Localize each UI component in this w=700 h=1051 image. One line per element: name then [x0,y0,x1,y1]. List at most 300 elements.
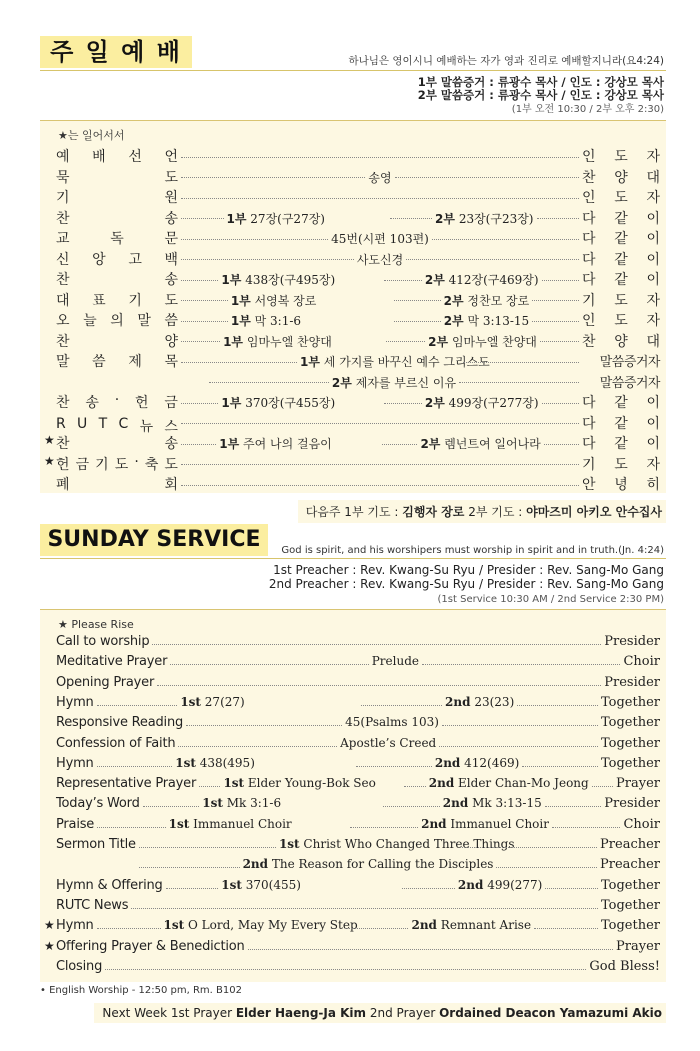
korean-item-role [582,249,660,269]
english-first-text: Christ Who Changed Three Things [303,837,515,851]
leader-dots [181,238,328,240]
english-second-marker: 2nd [434,755,461,770]
spread-char: 묵 [56,169,70,186]
english-second-marker: 2nd [445,694,471,709]
english-first-service-value [278,837,515,851]
leader-dots [361,704,442,706]
leader-dots [384,402,421,404]
leader-dots [404,785,425,787]
english-order-row [56,837,660,857]
korean-first-marker: 1부 [230,293,251,308]
spread-char: 씀 [164,313,178,329]
english-second-service-value [421,817,549,831]
leader-dots [522,765,598,767]
english-item-label: Hymn & Offering [56,877,163,893]
korean-order-row [56,290,660,311]
korean-second-text: 막 3:13-15 [467,314,530,328]
english-second-text: 499(277) [487,877,543,892]
korean-first-service-value [223,333,383,350]
spread-char: 이 [646,395,660,411]
english-order-row [56,796,660,816]
leader-dots [496,866,597,868]
korean-item-role: 말씀증거자 [599,355,660,370]
leader-dots [181,279,218,281]
spread-char: 자 [646,190,660,206]
english-item-role: Presider [604,634,660,649]
spread-char: 폐 [56,477,70,493]
korean-second-marker: 2부 [443,314,464,328]
english-first-text: 438(495) [199,755,255,770]
spread-char: 인 [582,190,596,206]
leader-dots [459,381,579,383]
leader-dots [152,643,601,645]
korean-next-week [298,500,666,523]
english-item-role: Prayer [616,938,660,954]
english-item-label: Opening Prayer [56,674,155,690]
korean-item-center-value: 45번(시편 103편) [331,232,429,246]
english-item-role: Together [600,735,660,751]
spread-char: 기 [128,292,142,309]
spread-char: 대 [646,169,660,186]
spread-char: 다 [582,272,596,288]
spread-char: 같 [614,395,628,411]
spread-char: 다 [582,251,596,268]
korean-item-label [56,290,178,310]
korean-second-text: 제자를 부르신 이유 [355,375,457,390]
leader-dots [382,443,417,445]
korean-item-role [582,331,660,351]
english-first-marker: 1st [221,877,242,892]
korean-first-text: 서영복 장로 [254,293,317,308]
spread-char: 이 [646,210,661,227]
english-order-row [56,756,660,776]
english-first-text: Immanuel Choir [193,816,292,831]
english-item-label: Hymn [56,918,94,934]
leader-dots [442,724,598,726]
leader-dots [350,826,419,828]
english-first-marker: 1st [223,776,245,791]
spread-char: 자 [646,149,660,165]
english-item-label: Hymn [56,694,94,710]
korean-item-role [582,474,660,494]
english-second-marker: 2nd [457,877,484,892]
spread-char: C [118,415,129,432]
spread-char: 도 [614,456,628,473]
english-first-service-value [221,878,399,892]
korean-second-service-value [332,374,456,391]
leader-dots [181,299,228,301]
english-second-marker: 2nd [421,816,447,831]
korean-order-row [56,413,660,434]
english-item-role: Choir [623,654,660,670]
spread-char: 같 [614,415,628,432]
spread-char: · [134,453,139,470]
english-next-prayer-2: Ordained Deacon Yamazumi Akio [439,1006,662,1020]
korean-second-marker: 2부 [428,334,449,349]
spread-char: 도 [614,313,628,329]
korean-item-role [582,269,660,289]
english-first-marker: 1st [202,796,223,811]
english-second-service-value [243,857,494,871]
korean-item-role [582,433,660,453]
english-item-role: Prayer [616,776,660,792]
spread-char: 뉴 [139,418,154,435]
korean-rise-note: ★는 일어서서 [58,129,125,142]
english-item-label: Meditative Prayer [56,654,168,670]
korean-item-role [582,228,660,248]
spread-char: 언 [164,149,178,165]
korean-first-text: 370장(구455장) [245,396,336,410]
leader-dots [517,704,598,706]
spread-char: 송 [85,395,99,411]
korean-second-service-value [444,292,530,309]
leader-dots [181,258,354,260]
leader-dots [97,927,161,929]
english-item-label: Responsive Reading [56,715,184,731]
english-order-row [56,898,660,918]
english-item-role: Together [600,755,660,771]
spread-char: 양 [614,333,628,350]
korean-order-row [56,331,660,352]
spread-char: 기 [56,190,70,206]
korean-first-service-value [221,271,381,288]
english-second-text: Elder Chan-Mo Jeong [458,776,589,791]
spread-char: 찬 [56,436,70,452]
english-next-prefix: Next Week 1st Prayer [102,1006,233,1020]
leader-dots [199,785,220,787]
spread-char: 제 [128,354,142,370]
english-next-mid: 2nd Prayer [369,1006,436,1020]
korean-second-service-value [444,312,529,329]
spread-char: 인 [582,149,596,165]
spread-char: 기 [582,456,596,473]
korean-second-marker: 2부 [424,273,445,287]
spread-char: 찬 [56,395,70,411]
spread-char: 헌 [135,395,149,411]
korean-order-row [56,208,660,229]
spread-char: 안 [582,477,596,493]
korean-second-service-value [420,435,540,452]
leader-dots [356,765,432,767]
spread-char: R [56,415,66,432]
korean-item-role [582,208,660,228]
spread-char: 이 [646,231,661,247]
korean-item-label [56,167,178,187]
korean-title: 주 일 예 배 [40,36,192,68]
spread-char: 문 [164,231,178,247]
english-second-service-value [443,796,542,810]
korean-item-label [56,208,178,228]
leader-dots [181,340,220,342]
english-first-marker: 1st [168,816,190,831]
english-order-row [56,817,660,837]
korean-first-service-value [231,312,391,329]
korean-first-marker: 1부 [221,273,242,287]
english-item-role: Together [600,897,660,913]
english-item-label: Today’s Word [56,796,140,812]
spread-char: 도 [164,292,178,309]
english-order-row [56,715,660,735]
korean-item-role [582,310,660,330]
korean-order-row [56,228,660,249]
leader-dots [384,279,421,281]
english-verse: God is spirit, and his worshipers must worship in spirit and in truth.(Jn. 4:24) [281,545,664,556]
english-second-text: Remnant Arise [440,918,532,933]
spread-char: 도 [614,190,628,206]
leader-dots [186,724,342,726]
spread-char: 대 [646,333,660,350]
english-second-service-value [411,918,531,932]
english-first-text: 27(27) [204,694,245,709]
english-item-label: RUTC News [56,897,129,913]
leader-dots [532,299,579,301]
korean-order-row [56,474,660,495]
leader-dots [131,907,598,909]
spread-char: 송 [164,210,178,227]
korean-item-role [582,392,660,412]
spread-char: 같 [614,210,628,227]
english-item-label: Confession of Faith [56,735,176,751]
spread-char: 이 [646,251,660,268]
korean-item-label [56,187,178,207]
spread-char: 이 [646,272,660,288]
spread-char: 찬 [581,333,596,350]
spread-char: 도 [114,456,129,473]
korean-first-text: 438장(구495장) [245,273,336,287]
leader-dots [345,927,409,929]
leader-dots [181,422,579,424]
english-second-service-value [445,695,514,709]
korean-item-label [56,146,178,166]
korean-service-times: (1부 오전 10:30 / 2부 오후 2:30) [511,104,664,115]
leader-dots [534,927,598,929]
spread-char: 고 [128,251,142,268]
korean-second-service-value [425,271,539,288]
spread-char: 의 [110,313,124,329]
korean-item-label [56,351,178,371]
spread-char: 도 [164,169,178,186]
spread-char: 목 [164,354,178,370]
korean-item-label [56,269,178,289]
leader-dots [402,887,455,889]
spread-char: 기 [582,292,596,309]
leader-dots [552,826,621,828]
english-first-text: 370(455) [245,877,301,892]
korean-first-marker: 1부 [300,355,320,369]
leader-dots [394,320,441,322]
leader-dots [166,887,219,889]
leader-dots [181,463,579,465]
spread-char: 축 [144,456,159,473]
spread-char: 앙 [92,251,106,268]
spread-char: 헌 [56,456,70,473]
leader-dots [532,320,579,322]
leader-dots [181,176,365,178]
leader-dots [540,340,579,342]
korean-rise-star-icon: ★ [44,453,55,468]
leader-dots [390,217,433,219]
english-first-service-value [180,695,358,709]
korean-first-service-value [231,292,391,309]
korean-item-label [56,454,178,474]
english-next-prayer-1: Elder Haeng-Ja Kim [235,1006,367,1020]
korean-first-marker: 1부 [230,314,251,328]
spread-char: 배 [92,149,106,165]
english-order-row [56,878,660,898]
korean-second-marker: 2부 [331,375,352,390]
korean-first-text: 세 가지를 바꾸신 예수 그리스도 [323,355,490,369]
spread-char: 대 [56,292,70,309]
korean-item-label [56,433,178,453]
korean-item-label [56,474,178,494]
english-item-label: Call to worship [56,634,150,649]
korean-next-prefix: 다음주 1부 기도 : [305,505,399,519]
english-first-service-value [163,918,358,933]
leader-dots [181,217,224,219]
korean-next-mid: 2부 기도 : [468,505,523,519]
leader-dots [157,684,601,686]
korean-order-row [56,269,660,290]
korean-item-role [582,187,660,207]
spread-char: 교 [56,231,70,247]
english-title: SUNDAY SERVICE [40,524,268,556]
spread-char: 같 [614,251,628,268]
spread-char: 회 [164,477,178,493]
spread-char: 자 [646,456,660,473]
korean-item-label [56,249,178,269]
english-item-label: Hymn [56,755,94,771]
korean-item-label [56,331,178,351]
korean-item-label [56,310,178,330]
korean-first-service-value [221,394,381,411]
spread-char: 도 [614,149,628,165]
leader-dots [97,826,166,828]
korean-order-row [56,146,660,167]
english-item-role: Choir [623,816,661,832]
english-first-service-value [175,756,353,770]
leader-dots [460,846,597,848]
english-order-row [56,634,660,654]
spread-char: 다 [582,395,596,411]
spread-char: 찬 [582,169,596,186]
english-order-row [44,938,660,959]
korean-verse: 하나님은 영이시니 예배하는 자가 영과 진리로 예배할지니라(요4:24) [348,55,664,67]
spread-char: 신 [56,251,70,268]
english-preacher-2: 2nd Preacher : Rev. Kwang-Su Ryu / Presider : Rev. Sang-Mo Gang [268,577,664,591]
spread-char: 이 [646,415,660,432]
korean-first-marker: 1부 [221,396,242,410]
spread-char: 같 [614,231,628,247]
korean-item-role [582,167,660,187]
korean-second-marker: 2부 [435,211,455,226]
korean-first-text: 막 3:1-6 [254,314,302,328]
korean-order-row [56,167,660,188]
spread-char: 다 [582,231,596,247]
english-second-marker: 2nd [411,918,437,933]
leader-dots [97,765,173,767]
english-first-marker: 1st [163,918,185,933]
korean-first-service-value [227,210,387,227]
korean-second-marker: 2부 [420,437,441,451]
spread-char: 금 [164,395,178,411]
korean-order-row [56,249,660,270]
korean-first-text: 27장(구27장) [250,211,325,226]
english-first-text: O Lord, May My Every Step [188,918,358,933]
korean-second-text: 정찬모 장로 [467,293,530,308]
leader-dots [181,443,216,445]
english-order-row [56,654,660,674]
korean-first-service-value [219,435,379,452]
korean-first-marker: 1부 [219,437,240,451]
leader-dots [432,238,579,240]
leader-dots [542,402,579,404]
leader-dots [143,805,200,807]
leader-dots [544,443,579,445]
korean-second-text: 렘넌트여 일어나라 [444,437,541,451]
korean-order-row [56,351,660,372]
english-title-rule [40,558,666,559]
spread-char: 자 [646,292,660,309]
english-item-label: Closing [56,958,103,974]
korean-second-text: 499장(구277장) [448,396,539,410]
english-item-role: Together [601,918,661,934]
korean-second-text: 412장(구469장) [448,273,539,287]
spread-char: 오 [56,313,70,329]
leader-dots [181,197,579,199]
english-order-row [56,857,660,877]
leader-dots [209,381,329,383]
leader-dots [181,156,579,158]
english-item-center-value: Prelude [371,654,419,669]
korean-preacher-2: 2부 말씀증거 : 류광수 목사 / 인도 : 강상모 목사 [417,88,664,102]
spread-char: 독 [110,231,124,247]
spread-char: 기 [95,456,109,473]
leader-dots [439,745,598,747]
english-first-service-value [223,776,401,790]
spread-char: 같 [614,436,628,452]
english-item-center-value: 45(Psalms 103) [345,715,439,730]
spread-char: 송 [164,436,178,452]
english-second-marker: 2nd [242,857,269,872]
spread-char: 녕 [614,477,628,493]
spread-char: · [114,392,120,408]
korean-item-label [56,392,178,412]
english-rise-note: ★ Please Rise [58,618,134,631]
english-item-role: Presider [604,674,660,690]
leader-dots [386,340,425,342]
english-second-marker: 2nd [442,796,469,811]
leader-dots [178,745,337,747]
english-order-row [44,918,661,938]
english-first-marker: 1st [175,755,196,770]
english-item-center-value: Apostle’s Creed [340,735,437,750]
leader-dots [395,176,579,178]
spread-char: 원 [164,190,178,206]
korean-item-center-value: 사도신경 [356,252,404,267]
leader-dots [394,299,441,301]
spread-char: 씀 [92,354,106,370]
english-item-role: Preacher [600,857,660,873]
korean-first-text: 주여 나의 걸음이 [243,437,332,451]
english-first-service-value [202,796,380,810]
spread-char: 같 [614,272,628,288]
korean-second-service-value [435,210,533,227]
korean-item-role [582,454,660,474]
spread-char: 히 [646,477,660,493]
english-item-label: Praise [56,816,95,832]
korean-first-marker: 1부 [223,334,244,349]
english-item-label: Offering Prayer & Benediction [56,938,245,954]
